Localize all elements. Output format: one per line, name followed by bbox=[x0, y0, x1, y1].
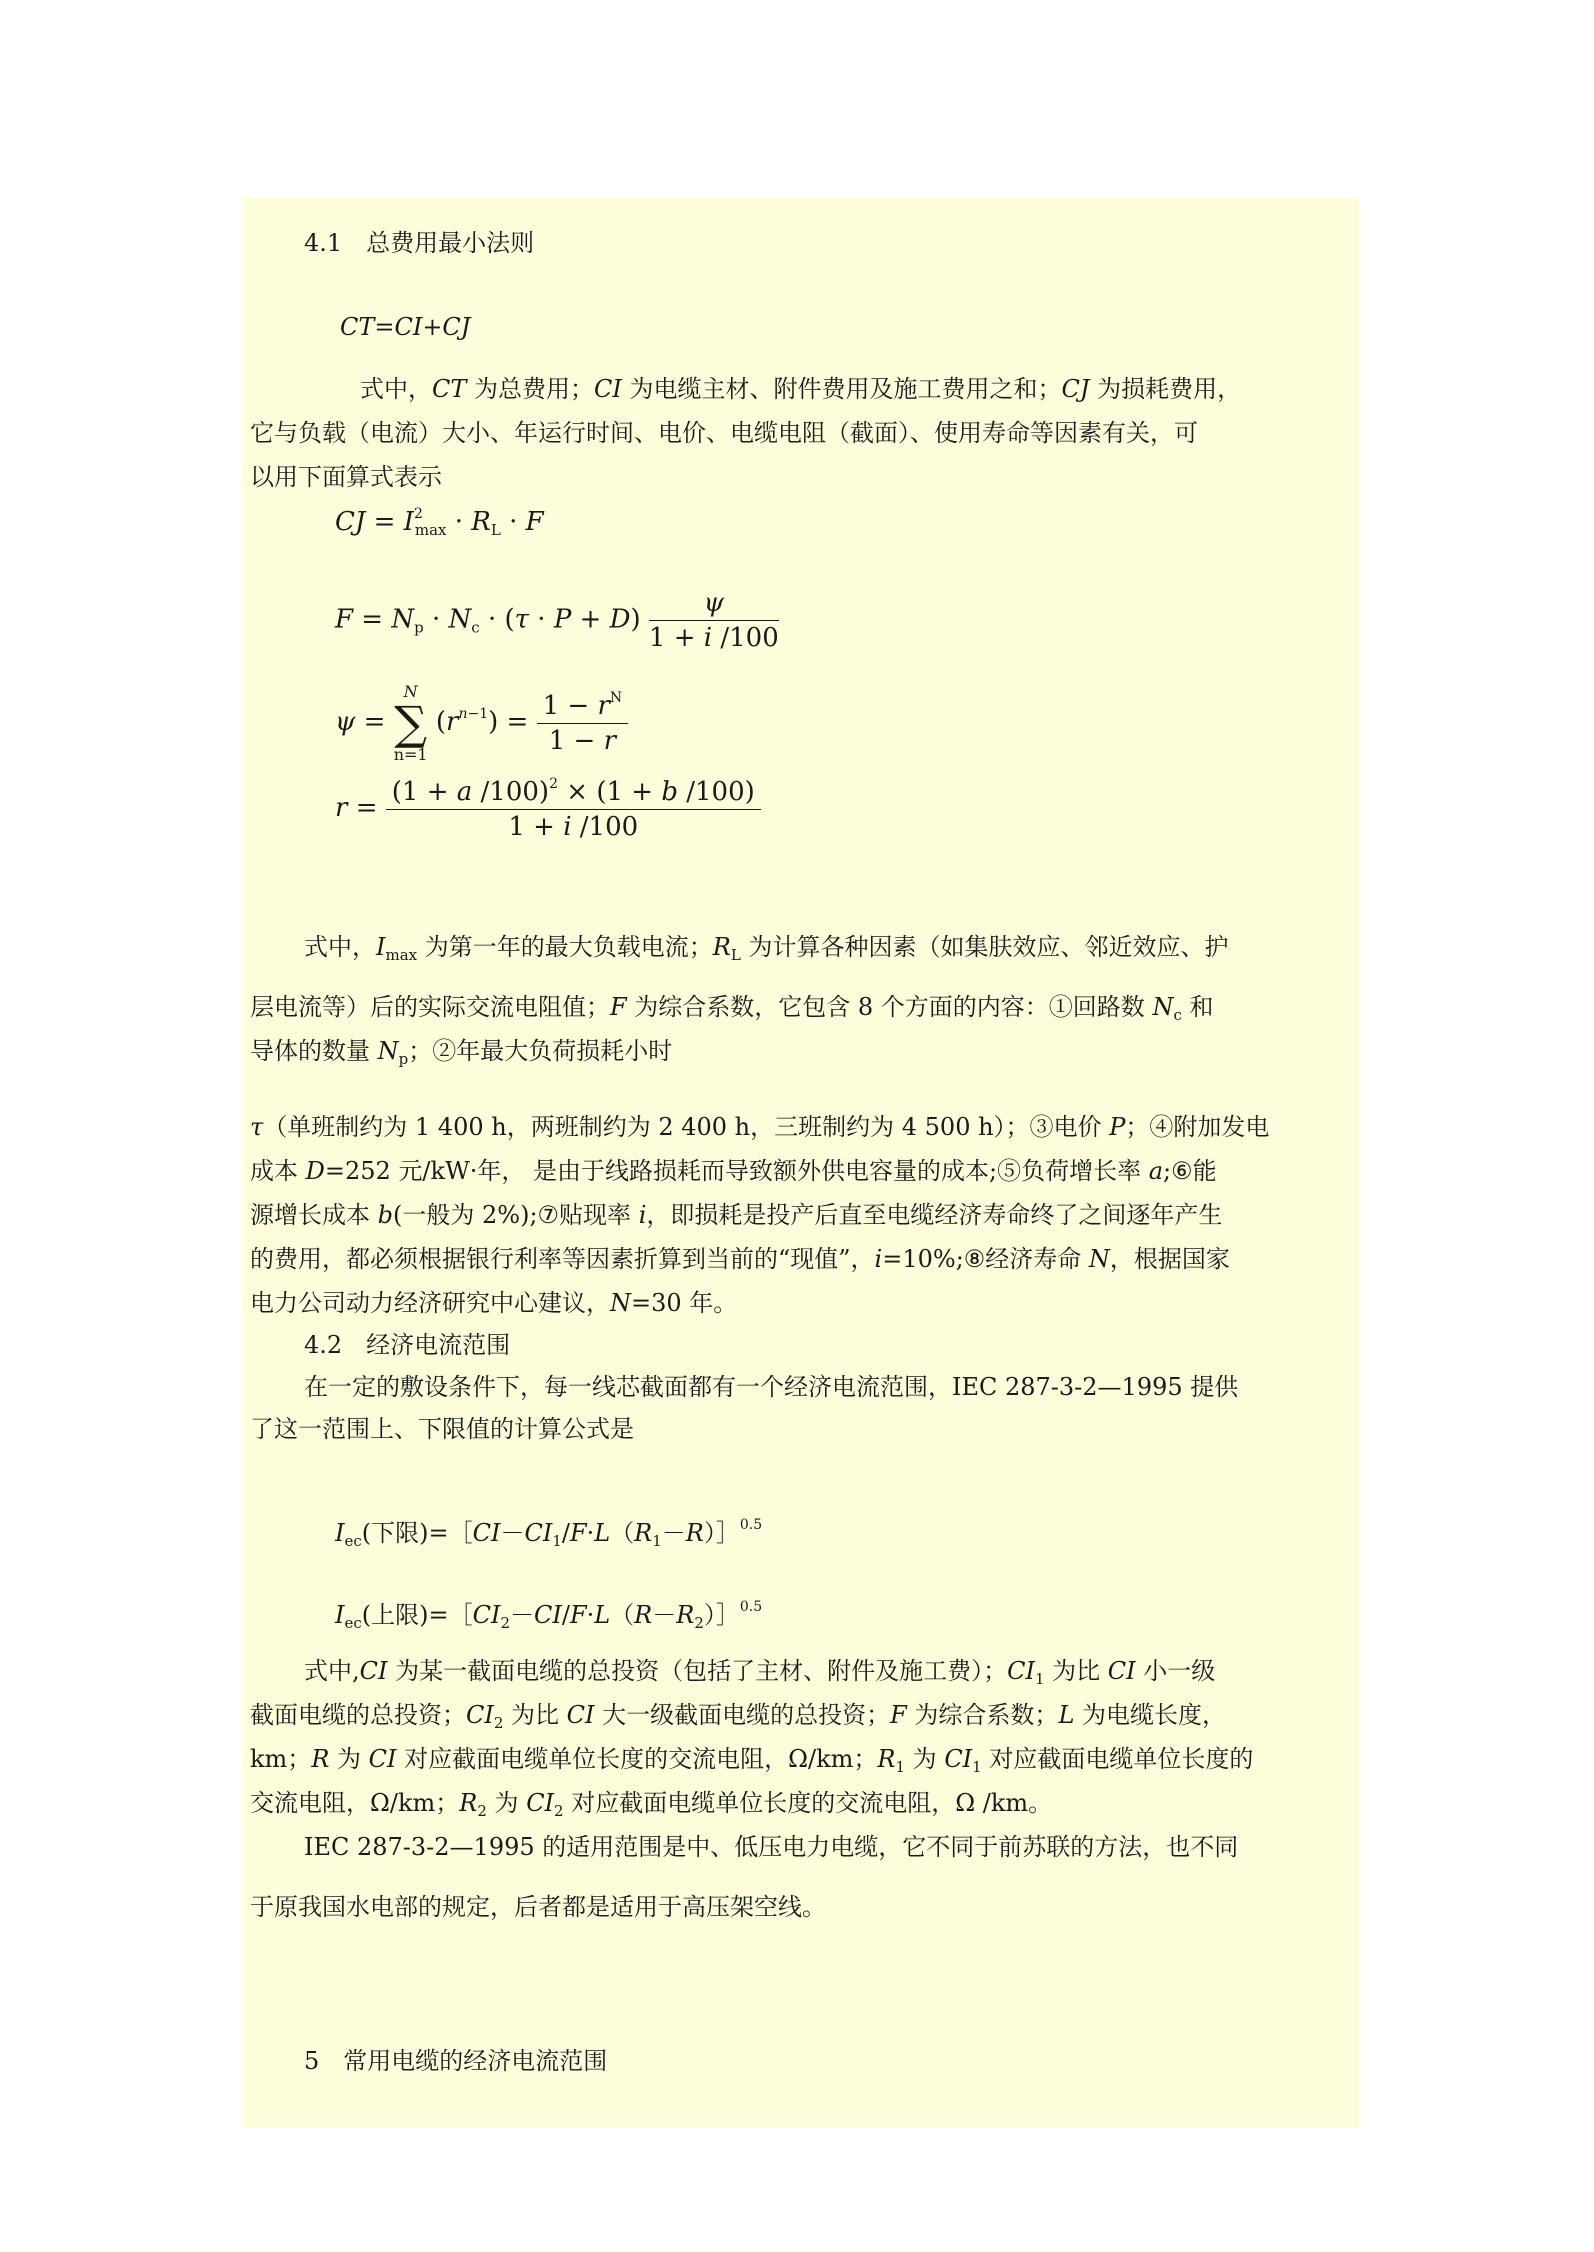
p5d-segment: 交流电阻，Ω/km； bbox=[250, 1789, 460, 1817]
p5b-segment: 为综合系数； bbox=[906, 1701, 1059, 1729]
p3c-segment: 源增长成本 bbox=[250, 1201, 378, 1229]
iec_low-segment: － bbox=[500, 1519, 525, 1547]
p2a-segment: R bbox=[712, 933, 731, 961]
p3d-segment: 的费用，都必须根据银行利率等因素折算到当前的“现值”， bbox=[250, 1245, 875, 1273]
p1-segment: CJ bbox=[1061, 375, 1090, 403]
iec_up-segment: F bbox=[569, 1601, 587, 1629]
iec_up-segment: 2 bbox=[500, 1614, 510, 1632]
iec_up-segment: L bbox=[594, 1601, 611, 1629]
iec_up-segment: (上限)=［ bbox=[361, 1601, 473, 1629]
iec_low-segment: R bbox=[634, 1519, 653, 1547]
paragraph-1-line-1 bbox=[360, 374, 1460, 404]
p3b-segment: 成本 bbox=[250, 1157, 306, 1185]
p3a-segment: （单班制约为 1 400 h，两班制约为 2 400 h，三班制约为 4 500 h）；③电价 bbox=[263, 1113, 1110, 1141]
p3c-segment: ，即损耗是投产后直至电缆经济寿命终了之间逐年产生 bbox=[646, 1201, 1223, 1229]
p3e-segment: =30 年。 bbox=[631, 1289, 738, 1317]
p5c-segment: 1 bbox=[972, 1758, 982, 1776]
p2b-segment: c bbox=[1173, 1006, 1182, 1024]
p5a-segment: 小一级 bbox=[1135, 1657, 1216, 1685]
p3c-segment: (一般为 2%);⑦贴现率 bbox=[393, 1201, 639, 1229]
p3e-segment: 电力公司动力经济研究中心建议， bbox=[250, 1289, 610, 1317]
paragraph-2-line-1 bbox=[304, 932, 1404, 970]
paragraph-2-line-2 bbox=[250, 992, 1350, 1030]
iec_up-segment: · bbox=[586, 1601, 595, 1629]
iec_up-segment: （ bbox=[610, 1601, 635, 1629]
p2b-segment: 和 bbox=[1181, 993, 1214, 1021]
paragraph-3-line-4 bbox=[250, 1244, 1350, 1274]
p2a-segment: 为第一年的最大负载电流； bbox=[417, 933, 713, 961]
iec_up-segment: 2 bbox=[694, 1614, 704, 1632]
p5a-segment: 式中, bbox=[304, 1657, 360, 1685]
p5b-segment: CI bbox=[566, 1701, 595, 1729]
iec_low-segment: F bbox=[569, 1519, 587, 1547]
p3a-segment: P bbox=[1109, 1113, 1126, 1141]
iec_up-segment: － bbox=[510, 1601, 534, 1629]
formula-cj: CJ = $I^2_{max} \cdot R_L \cdot F$ bbox=[335, 506, 544, 539]
p3b-segment: D bbox=[305, 1157, 325, 1185]
iec_low-segment: 1 bbox=[552, 1532, 562, 1550]
p5b-segment: F bbox=[890, 1701, 907, 1729]
p1-segment: 为总费用； bbox=[466, 375, 595, 403]
paragraph-2-line-3 bbox=[250, 1036, 1350, 1074]
iec_up-segment: R bbox=[634, 1601, 653, 1629]
p2b-segment: N bbox=[1152, 993, 1174, 1021]
p5d-segment: 对应截面电缆单位长度的交流电阻，Ω /km。 bbox=[563, 1789, 1053, 1817]
iec_low-segment: I bbox=[335, 1519, 345, 1547]
section-5-heading: 5 常用电缆的经济电流范围 bbox=[304, 2047, 608, 2075]
iec_low-segment: CI bbox=[472, 1519, 501, 1547]
p5c-segment: 对应截面电缆单位长度的 bbox=[981, 1745, 1254, 1773]
iec_low-segment: / bbox=[561, 1519, 570, 1547]
equation-ct: CT=CI+CJ bbox=[340, 313, 471, 341]
p3a-segment: ；④附加发电 bbox=[1125, 1113, 1270, 1141]
p5d-segment: R bbox=[459, 1789, 478, 1817]
p2c-segment: p bbox=[398, 1050, 409, 1068]
formula-iec-lower-limit bbox=[335, 1510, 1435, 1556]
paragraph-5-line-1 bbox=[304, 1656, 1404, 1694]
p3d-segment: i bbox=[874, 1245, 883, 1273]
p3d-segment: ，根据国家 bbox=[1109, 1245, 1230, 1273]
p5c-segment: CI bbox=[944, 1745, 973, 1773]
paragraph-4-line-2: 了这一范围上、下限值的计算公式是 bbox=[250, 1415, 634, 1443]
formula-r: r = $\frac{(1 + a /100)^2 \times (1 + b /100)}{1 + i /100}$ bbox=[335, 776, 761, 842]
p5b-segment: 为比 bbox=[503, 1701, 567, 1729]
p1-segment: 为损耗费用， bbox=[1089, 375, 1242, 403]
paragraph-3-line-2 bbox=[250, 1156, 1350, 1186]
p2c-segment: 导体的数量 bbox=[250, 1037, 378, 1065]
p3d-segment: =10%;⑧经济寿命 bbox=[882, 1245, 1089, 1273]
p5d-segment: 2 bbox=[554, 1802, 564, 1820]
paragraph-3-line-5 bbox=[250, 1288, 1350, 1318]
p3d-segment: N bbox=[1088, 1245, 1110, 1273]
iec_up-segment: ec bbox=[344, 1614, 362, 1632]
p3b-segment: a bbox=[1148, 1157, 1164, 1185]
iec_up-segment: CI bbox=[534, 1601, 562, 1629]
p5c-segment: R bbox=[311, 1745, 330, 1773]
p3c-segment: i bbox=[638, 1201, 647, 1229]
p1-segment: 式中， bbox=[360, 375, 432, 403]
p3b-segment: ;⑥能 bbox=[1163, 1157, 1217, 1185]
p5c-segment: R bbox=[877, 1745, 896, 1773]
formula-psi: ψ = N ∑ n=1 $(r^{n-1})$ = $\frac{1 - r^N}{1 - r}$ bbox=[335, 680, 628, 766]
p2a-segment: 为计算各种因素（如集肤效应、邻近效应、护 bbox=[740, 933, 1229, 961]
p3c-segment: b bbox=[377, 1201, 394, 1229]
iec_up-segment: 0.5 bbox=[739, 1599, 763, 1615]
p2c-segment: N bbox=[377, 1037, 399, 1065]
p2b-segment: 层电流等）后的实际交流电阻值； bbox=[250, 993, 610, 1021]
p2a-segment: 式中， bbox=[304, 933, 376, 961]
p2a-segment: I bbox=[376, 933, 386, 961]
paragraph-5-line-3 bbox=[250, 1744, 1350, 1782]
p3a-segment: τ bbox=[250, 1113, 264, 1141]
iec_low-segment: R bbox=[685, 1519, 704, 1547]
p5b-segment: 截面电缆的总投资； bbox=[250, 1701, 466, 1729]
p5a-segment: CI bbox=[359, 1657, 388, 1685]
p5c-segment: 为 bbox=[905, 1745, 945, 1773]
p5b-segment: L bbox=[1058, 1701, 1075, 1729]
iec_low-segment: ）］ bbox=[703, 1519, 740, 1547]
iec_low-segment: CI bbox=[524, 1519, 553, 1547]
iec_low-segment: 1 bbox=[652, 1532, 662, 1550]
formula-f: $F = N_p \cdot N_c \cdot (\tau \cdot P + D)$ $\frac{\psi}{1 + i /100}$ bbox=[335, 588, 779, 653]
p5b-segment: 大一级截面电缆的总投资； bbox=[594, 1701, 891, 1729]
p1-segment: CI bbox=[594, 375, 622, 403]
p2a-segment: max bbox=[385, 946, 418, 964]
p2b-segment: 为综合系数，它包含 8 个方面的内容：①回路数 bbox=[626, 993, 1153, 1021]
iec_low-segment: · bbox=[586, 1519, 595, 1547]
p5c-segment: 1 bbox=[895, 1758, 906, 1776]
p3b-segment: =252 元/kW·年， 是由于线路损耗而导致额外供电容量的成本;⑤负荷增长率 bbox=[324, 1157, 1149, 1185]
p5d-segment: 为 bbox=[486, 1789, 527, 1817]
p5a-segment: 为比 bbox=[1044, 1657, 1108, 1685]
p5c-segment: 为 bbox=[329, 1745, 369, 1773]
paragraph-1-line-2: 它与负载（电流）大小、年运行时间、电价、电缆电阻（截面）、使用寿命等因素有关，可 bbox=[250, 419, 1198, 447]
p5a-segment: 1 bbox=[1034, 1670, 1045, 1688]
p1-segment: 为电缆主材、附件费用及施工费用之和； bbox=[621, 375, 1062, 403]
paragraph-6-line-1: IEC 287-3-2—1995 的适用范围是中、低压电力电缆，它不同于前苏联的方法，也不同 bbox=[304, 1833, 1239, 1861]
iec_low-segment: L bbox=[594, 1519, 611, 1547]
p5a-segment: CI bbox=[1107, 1657, 1136, 1685]
p5b-segment: CI bbox=[466, 1701, 494, 1729]
iec_up-segment: CI bbox=[472, 1601, 501, 1629]
iec_low-segment: ec bbox=[344, 1532, 362, 1550]
paragraph-3-line-3 bbox=[250, 1200, 1350, 1230]
p5b-segment: 为电缆长度， bbox=[1074, 1701, 1227, 1729]
iec_up-segment: I bbox=[335, 1601, 345, 1629]
iec_up-segment: / bbox=[561, 1601, 570, 1629]
iec_up-segment: R bbox=[676, 1601, 695, 1629]
section-4-2-heading: 4.2 经济电流范围 bbox=[304, 1331, 511, 1359]
p2a-segment: L bbox=[730, 946, 741, 964]
p2b-segment: F bbox=[610, 993, 627, 1021]
p5c-segment: km； bbox=[250, 1745, 312, 1773]
p3e-segment: N bbox=[610, 1289, 631, 1317]
p2c-segment: ；②年最大负荷损耗小时 bbox=[408, 1037, 673, 1065]
paragraph-4-line-1: 在一定的敷设条件下，每一线芯截面都有一个经济电流范围，IEC 287-3-2—1995 提供 bbox=[304, 1373, 1239, 1401]
p5a-segment: 为某一截面电缆的总投资（包括了主材、附件及施工费）； bbox=[387, 1657, 1008, 1685]
paragraph-5-line-2 bbox=[250, 1700, 1350, 1738]
p5d-segment: 2 bbox=[477, 1802, 487, 1820]
p5c-segment: 对应截面电缆单位长度的交流电阻，Ω/km； bbox=[396, 1745, 878, 1773]
iec_up-segment: ）］ bbox=[703, 1601, 740, 1629]
p5a-segment: CI bbox=[1007, 1657, 1035, 1685]
p5d-segment: CI bbox=[526, 1789, 555, 1817]
p5b-segment: 2 bbox=[493, 1714, 504, 1732]
paragraph-6-line-2: 于原我国水电部的规定，后者都是适用于高压架空线。 bbox=[250, 1893, 826, 1921]
iec_low-segment: （ bbox=[610, 1519, 635, 1547]
section-4-1-heading: 4.1 总费用最小法则 bbox=[304, 229, 535, 257]
iec_low-segment: (下限)=［ bbox=[361, 1519, 473, 1547]
iec_low-segment: 0.5 bbox=[739, 1517, 763, 1533]
p5c-segment: CI bbox=[368, 1745, 397, 1773]
paragraph-3-line-1 bbox=[250, 1112, 1350, 1142]
paragraph-1-line-3: 以用下面算式表示 bbox=[250, 463, 442, 491]
iec_up-segment: － bbox=[652, 1601, 677, 1629]
paragraph-5-line-4 bbox=[250, 1788, 1350, 1826]
p1-segment: CT bbox=[432, 375, 467, 403]
iec_low-segment: － bbox=[661, 1519, 686, 1547]
formula-iec-upper-limit bbox=[335, 1592, 1435, 1638]
